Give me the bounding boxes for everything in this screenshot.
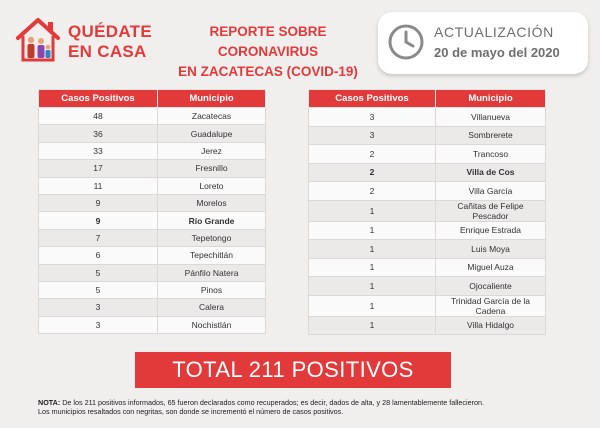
total-positives: TOTAL 211 POSITIVOS bbox=[143, 352, 443, 388]
table-row bbox=[39, 212, 266, 229]
cases-cell: 1 bbox=[309, 258, 436, 277]
municipio-cell: Luis Moya bbox=[436, 240, 546, 259]
cases-table-left bbox=[38, 89, 266, 334]
municipio-cell: Villanueva bbox=[436, 108, 546, 127]
municipio-cell: Morelos bbox=[158, 194, 266, 211]
report-title-line-1: REPORTE SOBRE CORONAVIRUS bbox=[209, 24, 327, 59]
header-municipio: Municipio bbox=[158, 90, 266, 108]
municipio-cell: Calera bbox=[158, 299, 266, 316]
table-row bbox=[39, 299, 266, 316]
clock-icon bbox=[386, 22, 426, 62]
table-row bbox=[39, 281, 266, 298]
municipio-cell: Guadalupe bbox=[158, 125, 266, 142]
municipio-cell: Pánfilo Natera bbox=[158, 264, 266, 281]
municipio-cell: Tepetongo bbox=[158, 229, 266, 246]
cases-cell: 6 bbox=[39, 247, 158, 264]
quedate-en-casa-logo bbox=[14, 16, 154, 68]
cases-cell: 3 bbox=[39, 316, 158, 333]
header-municipio: Municipio bbox=[436, 90, 546, 108]
table-row bbox=[39, 125, 266, 142]
municipio-cell: Cañitas de Felipe Pescador bbox=[436, 200, 546, 221]
table-row bbox=[309, 126, 546, 145]
cases-cell: 2 bbox=[309, 145, 436, 164]
report-title-line-2: EN ZACATECAS (COVID-19) bbox=[178, 64, 358, 79]
update-date: 20 de mayo del 2020 bbox=[434, 45, 560, 60]
brand-line-2: EN CASA bbox=[68, 42, 147, 61]
table-row bbox=[39, 142, 266, 159]
cases-cell: 1 bbox=[309, 200, 436, 221]
municipio-cell: Ojocaliente bbox=[436, 277, 546, 296]
brand-line-1: QUÉDATE bbox=[68, 22, 152, 41]
municipio-cell: Trinidad García de la Cadena bbox=[436, 295, 546, 316]
cases-cell: 5 bbox=[39, 281, 158, 298]
cases-cell: 33 bbox=[39, 142, 158, 159]
municipio-cell: Sombrerete bbox=[436, 126, 546, 145]
note-label: NOTA: bbox=[38, 398, 61, 407]
table-row bbox=[39, 160, 266, 177]
table-row bbox=[39, 108, 266, 125]
municipio-cell: Río Grande bbox=[158, 212, 266, 229]
cases-cell: 11 bbox=[39, 177, 158, 194]
cases-cell: 36 bbox=[39, 125, 158, 142]
cases-cell: 2 bbox=[309, 163, 436, 182]
cases-cell: 3 bbox=[39, 299, 158, 316]
house-family-icon bbox=[14, 16, 62, 62]
update-card bbox=[378, 12, 588, 74]
table-row bbox=[39, 264, 266, 281]
cases-cell: 2 bbox=[309, 182, 436, 201]
municipio-cell: Zacatecas bbox=[158, 108, 266, 125]
municipio-cell: Trancoso bbox=[436, 145, 546, 164]
cases-cell: 7 bbox=[39, 229, 158, 246]
municipio-cell: Fresnillo bbox=[158, 160, 266, 177]
header-casos-positivos: Casos Positivos bbox=[39, 90, 158, 108]
table-row bbox=[309, 258, 546, 277]
note-text-2: Los municipios resaltados con negritas, son donde se incrementó el número de casos positivos. bbox=[38, 407, 344, 416]
table-row bbox=[309, 295, 546, 316]
cases-cell: 9 bbox=[39, 212, 158, 229]
table-row bbox=[309, 145, 546, 164]
table-row bbox=[39, 247, 266, 264]
table-row bbox=[39, 229, 266, 246]
table-row bbox=[309, 200, 546, 221]
table-row bbox=[309, 108, 546, 127]
cases-cell: 5 bbox=[39, 264, 158, 281]
table-header-row bbox=[39, 90, 266, 108]
cases-cell: 1 bbox=[309, 277, 436, 296]
municipio-cell: Villa Hidalgo bbox=[436, 316, 546, 335]
cases-table-right bbox=[308, 89, 546, 335]
table-row bbox=[39, 194, 266, 211]
note-text-1: De los 211 positivos informados, 65 fueron declarados como recuperados; es decir, dados de alta, y 28 lamentablemente fallecieron. bbox=[60, 398, 485, 407]
cases-cell: 1 bbox=[309, 316, 436, 335]
table-header-row bbox=[309, 90, 546, 108]
table-row bbox=[309, 240, 546, 259]
municipio-cell: Pinos bbox=[158, 281, 266, 298]
table-row bbox=[309, 221, 546, 240]
municipio-cell: Villa de Cos bbox=[436, 163, 546, 182]
cases-cell: 9 bbox=[39, 194, 158, 211]
table-row bbox=[309, 163, 546, 182]
cases-cell: 3 bbox=[309, 108, 436, 127]
cases-cell: 48 bbox=[39, 108, 158, 125]
cases-cell: 17 bbox=[39, 160, 158, 177]
report-title bbox=[162, 22, 374, 82]
footnote bbox=[38, 398, 578, 416]
municipio-cell: Enrique Estrada bbox=[436, 221, 546, 240]
update-title: ACTUALIZACIÓN bbox=[434, 24, 554, 40]
municipio-cell: Miguel Auza bbox=[436, 258, 546, 277]
cases-cell: 3 bbox=[309, 126, 436, 145]
municipio-cell: Nochistlán bbox=[158, 316, 266, 333]
municipio-cell: Loreto bbox=[158, 177, 266, 194]
table-row bbox=[39, 316, 266, 333]
table-row bbox=[309, 316, 546, 335]
cases-cell: 1 bbox=[309, 295, 436, 316]
cases-cell: 1 bbox=[309, 221, 436, 240]
table-row bbox=[309, 182, 546, 201]
table-row bbox=[309, 277, 546, 296]
cases-cell: 1 bbox=[309, 240, 436, 259]
header-casos-positivos: Casos Positivos bbox=[309, 90, 436, 108]
municipio-cell: Villa García bbox=[436, 182, 546, 201]
municipio-cell: Jerez bbox=[158, 142, 266, 159]
table-row bbox=[39, 177, 266, 194]
municipio-cell: Tepechitlán bbox=[158, 247, 266, 264]
